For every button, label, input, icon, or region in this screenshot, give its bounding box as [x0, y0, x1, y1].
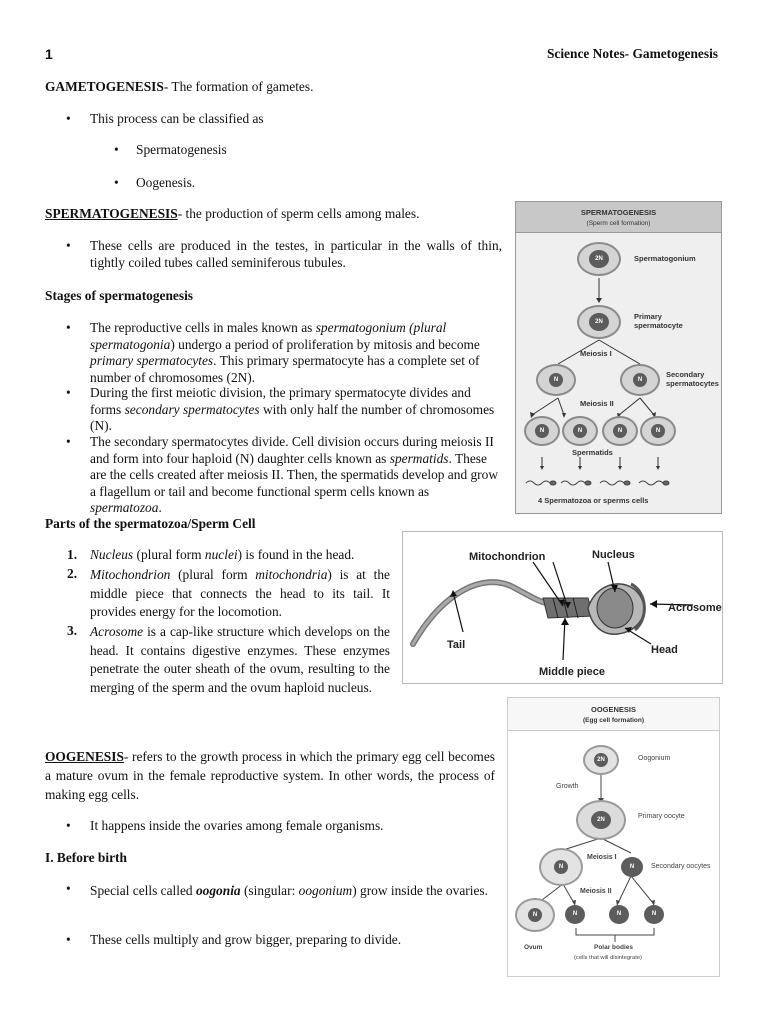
stages-heading: Stages of spermatogenesis: [45, 288, 194, 303]
polar-body: N: [609, 905, 629, 924]
part-nucleus: [90, 547, 390, 564]
label-tail: Tail: [447, 639, 466, 651]
primary-oocyte-cell: [576, 800, 626, 840]
text-run-italic: oogonium: [298, 883, 353, 898]
text-run-italic: spermatogonium (plural spermatogonia: [90, 320, 447, 352]
bullet-icon: •: [66, 881, 71, 896]
bullet-icon: •: [66, 111, 71, 126]
diagram-arrows: [516, 202, 721, 513]
text-run: . These are the cells created after meiosis II. Then, the spermatids develop and grow a flagellum or tail and become functional sperm cells known as: [90, 450, 499, 499]
label-meiosis-2: Meiosis II: [580, 399, 614, 408]
label-spermatogonium: Spermatogonium: [634, 254, 696, 263]
part-plural: mitochondria: [255, 567, 328, 582]
ovaries-bullet: It happens inside the ovaries among female organisms.: [90, 818, 384, 833]
text-run-italic: secondary spermatocytes: [124, 401, 260, 417]
list-number: 3.: [67, 623, 78, 638]
bullet-icon: •: [114, 142, 119, 157]
text-run: During the first meiotic division, the primary spermatocyte divides and forms: [90, 385, 471, 417]
testes-bullet: These cells are produced in the testes, in particular in the walls of thin, tightly coiled tubes called seminiferous tubules.: [90, 238, 502, 270]
nucleus-label: N: [549, 373, 563, 387]
list-number: 2.: [67, 566, 78, 581]
bullet-icon: •: [66, 238, 71, 253]
part-mitochondrion: [90, 566, 390, 622]
label-mitochondrion: Mitochondrion: [469, 551, 546, 563]
text-run: is a cap-like structure which develops on the head. It contains digestive enzymes. These enzymes penetrate the outer sheath of the ovum, resulting to the merging of the sperm and the ovum haploid nucleus.: [90, 624, 390, 695]
label-meiosis-1: Meiosis I: [587, 854, 617, 861]
label-acrosome: Acrosome: [668, 602, 722, 614]
spermatid-cell: [602, 416, 638, 446]
gametogenesis-definition-text: - The formation of gametes.: [163, 79, 314, 94]
classified-intro: This process can be classified as: [90, 111, 264, 126]
diagram-subtitle: (Sperm cell formation): [586, 220, 651, 227]
text-run: (plural form: [133, 547, 205, 562]
label-middle-piece: Middle piece: [539, 666, 606, 678]
part-term: Acrosome: [90, 624, 144, 639]
stage-1-text: [90, 320, 502, 386]
text-run: with only half the number of chromosomes (N).: [90, 401, 495, 433]
label-secondary-oocytes: Secondary oocytes: [651, 863, 711, 870]
spermatid-cell: [640, 416, 676, 446]
label-spermatozoa: 4 Spermatozoa or sperms cells: [538, 496, 649, 505]
nucleus-label: N: [613, 424, 627, 438]
type-oogenesis: Oogenesis.: [136, 175, 196, 190]
before-birth-heading: I. Before birth: [45, 850, 127, 865]
label-meiosis-2: Meiosis II: [580, 888, 612, 895]
part-acrosome: [90, 623, 390, 697]
nucleus-label: 2N: [589, 313, 609, 331]
text-run-italic: spermatids: [389, 450, 449, 466]
text-run: . This primary spermatocyte has a complete set of number of chromosomes (2N).: [90, 353, 480, 385]
text-run-italic: primary spermatocytes: [90, 353, 214, 368]
nucleus-label: N: [535, 424, 549, 438]
spermatogenesis-diagram: [515, 201, 722, 514]
text-run: The secondary spermatocytes divide. Cell division occurs during meiosis II and form into four haploid (N) daughter cells known as: [90, 434, 494, 466]
oogenesis-term: OOGENESIS: [45, 749, 124, 764]
spermatogonium-cell: [577, 242, 621, 276]
label-spermatids: Spermatids: [572, 448, 613, 457]
sperm-cell-diagram: [402, 531, 723, 684]
stage-2-text: [90, 385, 502, 435]
stage-3-text: [90, 434, 502, 517]
bullet-icon: •: [66, 434, 71, 449]
text-run: (plural form: [170, 567, 256, 582]
label-primary-oocyte: Primary oocyte: [638, 813, 685, 820]
ovum-cell: [515, 898, 555, 932]
label-polar-bodies: Polar bodies: [594, 944, 634, 951]
bullet-icon: •: [66, 818, 71, 833]
bullet-icon: •: [66, 932, 71, 947]
part-plural: nuclei: [204, 547, 238, 562]
sperm-parts-heading: Parts of the spermatozoa/Sperm Cell: [45, 516, 256, 531]
text-run-italic: spermatozoa: [90, 500, 159, 515]
text-run: ) undergo a period of proliferation by mitosis and become: [170, 336, 480, 352]
label-polar-note: (cells that will disintegrate): [574, 955, 642, 961]
spermatogenesis-term: SPERMATOGENESIS: [45, 206, 178, 221]
type-spermatogenesis: Spermatogenesis: [136, 142, 227, 157]
bullet-icon: •: [66, 320, 71, 335]
polar-body: N: [621, 857, 643, 877]
spermatogenesis-definition: [45, 206, 505, 223]
nucleus-label: N: [651, 424, 665, 438]
text-run: Special cells called: [90, 883, 196, 898]
gametogenesis-definition: [45, 79, 505, 96]
secondary-spermatocyte-cell: [536, 364, 576, 396]
polar-body: N: [565, 905, 585, 924]
part-term: Mitochondrion: [90, 567, 171, 582]
page-number: 1: [45, 46, 53, 62]
oogenesis-definition-text: - refers to the growth process in which the primary egg cell becomes a mature ovum in the female reproductive system. In other words, the process of making egg cells.: [45, 749, 495, 802]
secondary-oocyte-cell: [539, 848, 583, 886]
label-secondary-spermatocytes: Secondary spermatocytes: [666, 370, 719, 388]
part-term: Nucleus: [90, 547, 134, 562]
oogonium-cell: [583, 745, 619, 775]
label-nucleus: Nucleus: [592, 549, 635, 561]
polar-body: N: [644, 905, 664, 924]
label-growth: Growth: [556, 783, 579, 790]
nucleus-label: 2N: [591, 811, 611, 829]
label-primary-spermatocyte: Primary spermatocyte: [634, 312, 683, 330]
nucleus-label: 2N: [594, 753, 608, 767]
primary-spermatocyte-cell: [577, 305, 621, 339]
multiply-bullet: These cells multiply and grow bigger, preparing to divide.: [90, 932, 402, 947]
text-run: .: [158, 500, 162, 515]
oogenesis-definition: [45, 747, 495, 804]
list-number: 1.: [67, 547, 78, 562]
nucleus-label: N: [573, 424, 587, 438]
text-run: ) grow inside the ovaries.: [352, 883, 488, 898]
oogenesis-diagram: [507, 697, 720, 977]
nucleus-label: N: [633, 373, 647, 387]
text-run: ) is at the middle piece that connects the head to its tail. It provides energy for the locomotion.: [90, 567, 390, 619]
label-head: Head: [651, 644, 678, 656]
label-oogonium: Oogonium: [638, 755, 671, 762]
spermatid-cell: [562, 416, 598, 446]
text-run-bold-italic: oogonia: [195, 883, 241, 898]
bullet-icon: •: [66, 385, 71, 400]
text-run: The reproductive cells in males known as: [90, 320, 316, 335]
nucleus-label: N: [528, 908, 542, 922]
label-ovum: Ovum: [524, 944, 543, 951]
nucleus-label: 2N: [589, 250, 609, 268]
nucleus-label: N: [554, 860, 568, 874]
spermatogenesis-definition-text: - the production of sperm cells among males.: [177, 206, 420, 221]
secondary-spermatocyte-cell: [620, 364, 660, 396]
text-run: ) is found in the head.: [237, 547, 355, 562]
oogonia-bullet: [90, 881, 495, 900]
page-header-title: Science Notes- Gametogenesis: [546, 46, 718, 61]
bullet-icon: •: [114, 175, 119, 190]
gametogenesis-term: GAMETOGENESIS: [45, 79, 164, 94]
diagram-title: SPERMATOGENESIS: [580, 208, 657, 217]
diagram-title: OOGENESIS: [590, 705, 636, 714]
label-meiosis-1: Meiosis I: [580, 349, 612, 358]
diagram-subtitle: (Egg cell formation): [582, 717, 645, 724]
spermatid-cell: [524, 416, 560, 446]
text-run: (singular:: [240, 883, 299, 898]
